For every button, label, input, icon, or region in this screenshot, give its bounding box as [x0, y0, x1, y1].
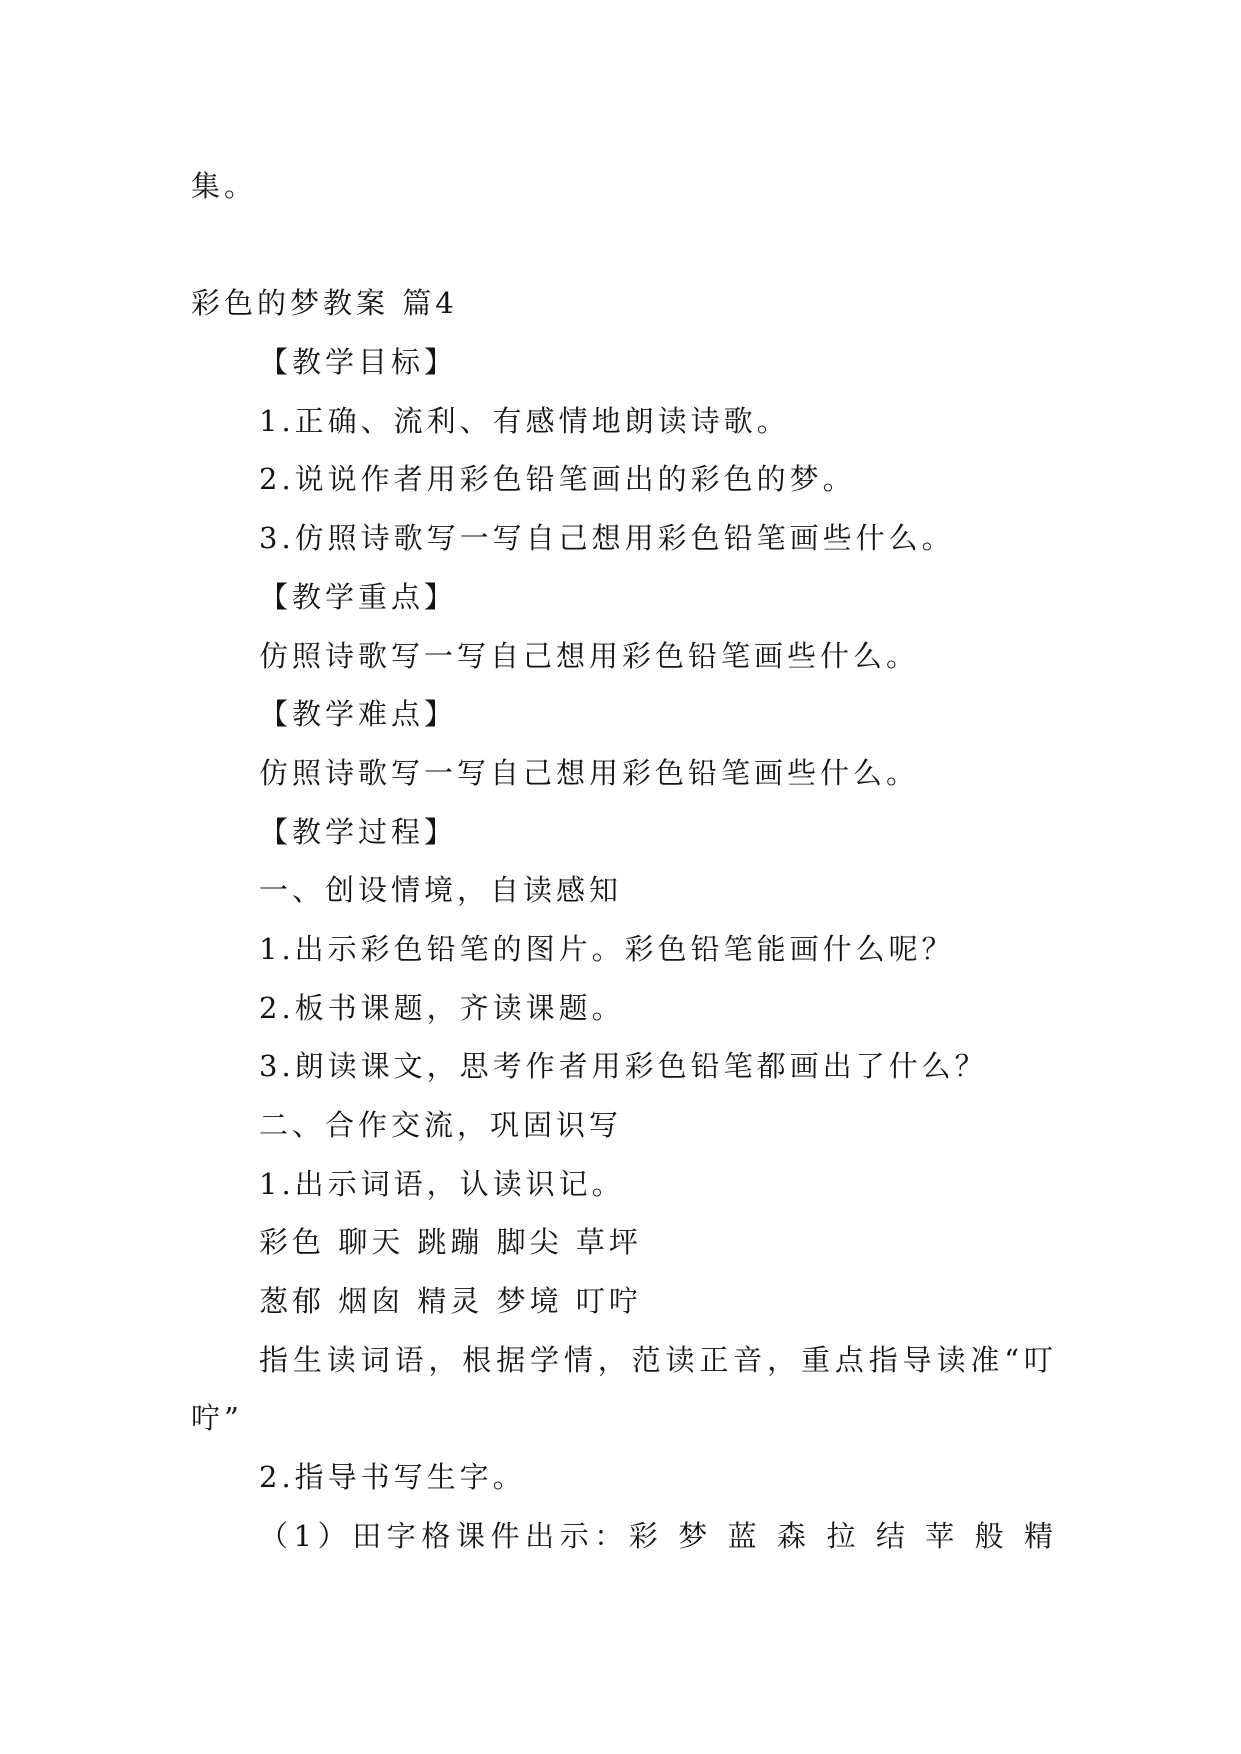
continued-paragraph-text: 集。 [191, 169, 258, 203]
process-step-heading: 二、合作交流，巩固识写 [259, 1108, 623, 1142]
heading-teaching-process: 【教学过程】 [259, 814, 458, 849]
objective-item: 1.正确、流利、有感情地朗读诗歌。 [259, 403, 790, 438]
heading-difficulty: 【教学难点】 [259, 697, 458, 732]
process-step-item: 2.板书课题，齐读课题。 [259, 990, 625, 1025]
objective-item: 2.说说作者用彩色铅笔画出的彩色的梦。 [259, 462, 856, 497]
heading-key-point: 【教学重点】 [259, 579, 458, 614]
vocabulary-words-row: 彩色 聊天 跳蹦 脚尖 草坪 [259, 1225, 642, 1260]
process-step-item: 3.朗读课文，思考作者用彩色铅笔都画出了什么？ [259, 1049, 988, 1084]
process-step-item: 1.出示彩色铅笔的图片。彩色铅笔能画什么呢？ [259, 931, 955, 966]
process-sub-item: （1）田字格课件出示：彩 梦 蓝 森 拉 结 苹 般 精 [259, 1518, 1057, 1553]
objective-item: 3.仿照诗歌写一写自己想用彩色铅笔画些什么。 [259, 521, 955, 556]
vocabulary-words-row: 葱郁 烟囱 精灵 梦境 叮咛 [259, 1284, 642, 1319]
reading-note-line: 指生读词语，根据学情，范读正音，重点指导读准“叮 [259, 1342, 1057, 1377]
blank-line [191, 216, 1057, 275]
key-point-text: 仿照诗歌写一写自己想用彩色铅笔画些什么。 [259, 638, 920, 673]
difficulty-text: 仿照诗歌写一写自己想用彩色铅笔画些什么。 [259, 755, 920, 790]
process-step-item: 2.指导书写生字。 [259, 1460, 526, 1495]
page-body [191, 157, 1057, 1566]
process-step-heading: 一、创设情境，自读感知 [259, 873, 623, 908]
heading-teaching-objectives: 【教学目标】 [259, 345, 458, 380]
process-step-item: 1.出示词语，认读识记。 [259, 1166, 625, 1201]
reading-note-line: 咛” [191, 1401, 243, 1436]
document-title: 彩色的梦教案 篇4 [191, 286, 458, 321]
